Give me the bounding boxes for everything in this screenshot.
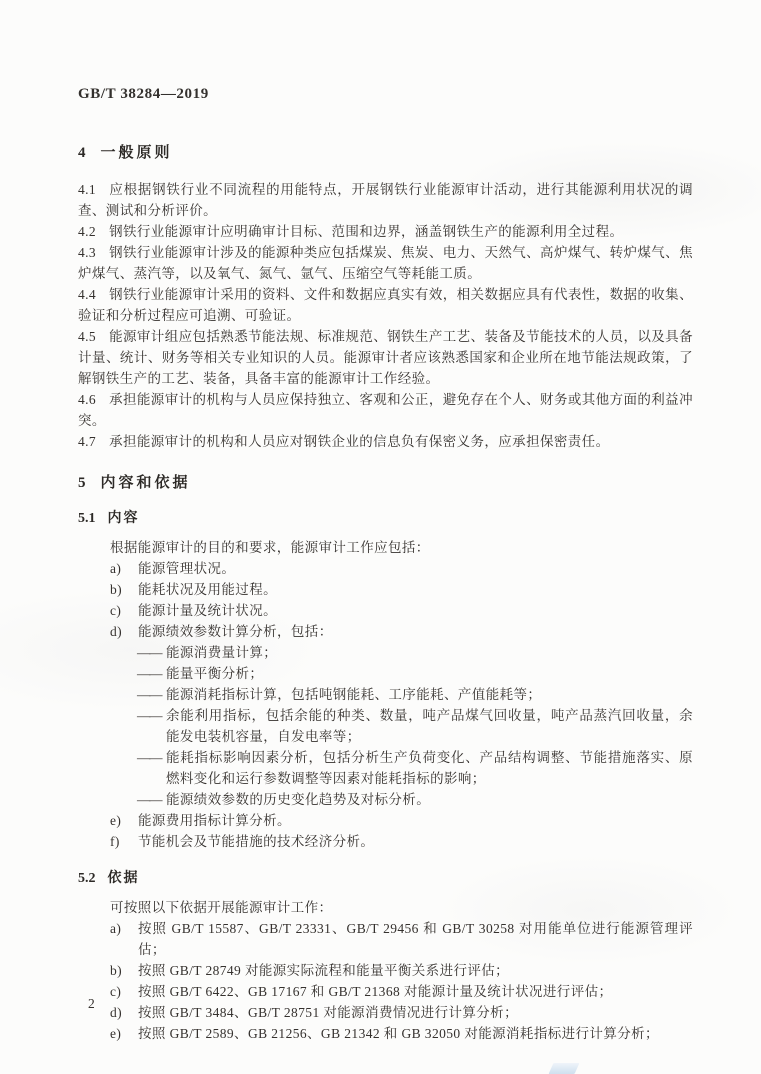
subsection-5-2-intro: 可按照以下依据开展能源审计工作： bbox=[110, 900, 333, 915]
clause-4-2 bbox=[78, 221, 693, 242]
sub-list-item-1 bbox=[137, 642, 693, 663]
sub-list-item-2-text: 能量平衡分析； bbox=[166, 666, 264, 681]
dash-marker: —— bbox=[137, 666, 161, 681]
list-item-5-2-d-text: 按照 GB/T 3484、GB/T 28751 对能源消费情况进行计算分析； bbox=[138, 1005, 518, 1020]
dash-marker: —— bbox=[137, 792, 161, 807]
sub-list-item-5 bbox=[137, 747, 693, 789]
clause-4-6 bbox=[78, 389, 693, 431]
list-item-5-2-e-label: e) bbox=[110, 1026, 122, 1041]
clause-4-7-number: 4.7 bbox=[78, 434, 97, 449]
list-item-5-1-f-label: f) bbox=[110, 834, 120, 849]
list-item-5-1-b-text: 能耗状况及用能过程。 bbox=[138, 582, 277, 597]
list-item-5-1-a-text: 能源管理状况。 bbox=[138, 561, 236, 576]
list-item-5-2-c-text: 按照 GB/T 6422、GB 17167 和 GB/T 21368 对能源计量及统计状况进行评估； bbox=[138, 984, 613, 999]
clause-4-3-text: 钢铁行业能源审计涉及的能源种类应包括煤炭、焦炭、电力、天然气、高炉煤气、转炉煤气、焦炉煤气、蒸汽等，以及氧气、氮气、氩气、压缩空气等耗能工质。 bbox=[78, 245, 693, 281]
list-item-5-1-c-label: c) bbox=[110, 603, 122, 618]
subsection-5-1-list bbox=[110, 558, 693, 852]
list-item-5-1-b-label: b) bbox=[110, 582, 123, 597]
list-item-5-1-d-label: d) bbox=[110, 624, 123, 639]
subsection-5-1-number: 5.1 bbox=[78, 511, 96, 526]
page-number: 2 bbox=[88, 996, 95, 1011]
list-item-5-2-d bbox=[110, 1002, 693, 1023]
dash-marker: —— bbox=[137, 645, 161, 660]
clause-4-4-number: 4.4 bbox=[78, 287, 97, 302]
list-item-5-1-b bbox=[110, 579, 693, 600]
sub-list-item-1-text: 能源消费量计算； bbox=[166, 645, 278, 660]
clause-4-5-text: 能源审计组应包括熟悉节能法规、标准规范、钢铁生产工艺、装备及节能技术的人员，以及具备计量、统计、财务等相关专业知识的人员。能源审计者应该熟悉国家和企业所在地节能法规政策，了解钢铁生产的工艺、装备，具备丰富的能源审计工作经验。 bbox=[78, 329, 693, 386]
sub-list-item-3 bbox=[137, 684, 693, 705]
list-item-5-2-e bbox=[110, 1023, 693, 1044]
clause-4-5 bbox=[78, 326, 693, 389]
clause-4-6-text: 承担能源审计的机构与人员应保持独立、客观和公正，避免存在个人、财务或其他方面的利益冲突。 bbox=[78, 392, 693, 428]
subsection-5-2-list bbox=[110, 918, 693, 1044]
sub-list-item-4-text: 余能利用指标，包括余能的种类、数量，吨产品煤气回收量，吨产品蒸汽回收量，余能发电装机容量，自发电率等； bbox=[166, 708, 693, 744]
dash-marker: —— bbox=[137, 687, 161, 702]
subsection-5-1-intro: 根据能源审计的目的和要求，能源审计工作应包括： bbox=[110, 540, 430, 555]
section-4-heading bbox=[78, 141, 693, 162]
list-item-5-1-d-text: 能源绩效参数计算分析，包括： bbox=[138, 624, 333, 639]
running-header-standard-number: GB/T 38284—2019 bbox=[78, 86, 209, 102]
sub-list-item-4 bbox=[137, 705, 693, 747]
clause-4-1 bbox=[78, 179, 693, 221]
clause-4-6-number: 4.6 bbox=[78, 392, 97, 407]
section-4-clauses bbox=[78, 179, 693, 452]
sub-list-item-5-text: 能耗指标影响因素分析，包括分析生产负荷变化、产品结构调整、节能措施落实、原燃料变化和运行参数调整等因素对能耗指标的影响； bbox=[166, 750, 693, 786]
section-4-number: 4 bbox=[78, 145, 86, 161]
clause-4-1-number: 4.1 bbox=[78, 182, 97, 197]
section-5-title: 内容和依据 bbox=[100, 475, 191, 491]
subsection-5-2-number: 5.2 bbox=[78, 871, 96, 886]
list-item-5-2-b-text: 按照 GB/T 28749 对能源实际流程和能量平衡关系进行评估； bbox=[138, 963, 510, 978]
list-item-5-2-a-label: a) bbox=[110, 921, 122, 936]
clause-4-5-number: 4.5 bbox=[78, 329, 97, 344]
list-item-5-2-c bbox=[110, 981, 693, 1002]
list-item-5-1-f-text: 节能机会及节能措施的技术经济分析。 bbox=[138, 834, 375, 849]
clause-4-1-text: 应根据钢铁行业不同流程的用能特点，开展钢铁行业能源审计活动，进行其能源利用状况的调查、测试和分析评价。 bbox=[78, 182, 693, 218]
clause-4-2-text: 钢铁行业能源审计应明确审计目标、范围和边界，涵盖钢铁生产的能源利用全过程。 bbox=[109, 224, 624, 239]
clause-4-3 bbox=[78, 242, 693, 284]
subsection-5-2-title: 依据 bbox=[107, 871, 140, 886]
list-item-5-1-a-label: a) bbox=[110, 561, 122, 576]
list-item-5-1-e-label: e) bbox=[110, 813, 122, 828]
sub-list-item-6-text: 能源绩效参数的历史变化趋势及对标分析。 bbox=[166, 792, 431, 807]
subsection-5-1-heading bbox=[78, 507, 693, 527]
clause-4-4 bbox=[78, 284, 693, 326]
list-item-5-1-e-text: 能源费用指标计算分析。 bbox=[138, 813, 291, 828]
list-item-5-1-c-text: 能源计量及统计状况。 bbox=[138, 603, 277, 618]
list-item-5-2-a bbox=[110, 918, 693, 960]
list-item-5-2-a-text: 按照 GB/T 15587、GB/T 23331、GB/T 29456 和 GB/T 30258 对用能单位进行能源管理评估； bbox=[138, 921, 693, 957]
list-item-5-2-d-label: d) bbox=[110, 1005, 123, 1020]
list-item-5-2-e-text: 按照 GB/T 2589、GB 21256、GB 21342 和 GB 32050 对能源消耗指标进行计算分析； bbox=[138, 1026, 659, 1041]
sub-list-item-6 bbox=[137, 789, 693, 810]
list-item-5-2-b bbox=[110, 960, 693, 981]
dash-marker: —— bbox=[137, 750, 161, 765]
list-item-5-1-e bbox=[110, 810, 693, 831]
subsection-5-2-heading bbox=[78, 867, 693, 887]
dash-marker: —— bbox=[137, 708, 161, 723]
clause-4-4-text: 钢铁行业能源审计采用的资料、文件和数据应真实有效，相关数据应具有代表性，数据的收集、验证和分析过程应可追溯、可验证。 bbox=[78, 287, 693, 323]
section-5-heading bbox=[78, 471, 693, 492]
sub-list-item-2 bbox=[137, 663, 693, 684]
list-item-5-2-c-label: c) bbox=[110, 984, 122, 999]
clause-4-2-number: 4.2 bbox=[78, 224, 97, 239]
list-item-5-1-a bbox=[110, 558, 693, 579]
clause-4-7-text: 承担能源审计的机构和人员应对钢铁企业的信息负有保密义务，应承担保密责任。 bbox=[109, 434, 610, 449]
subsection-5-1-title: 内容 bbox=[107, 511, 140, 526]
list-item-5-2-b-label: b) bbox=[110, 963, 123, 978]
scan-artifact-shape bbox=[549, 1063, 580, 1074]
list-item-5-1-f bbox=[110, 831, 693, 852]
clause-4-7 bbox=[78, 431, 693, 452]
clause-4-3-number: 4.3 bbox=[78, 245, 97, 260]
list-item-5-1-d bbox=[110, 621, 693, 642]
sub-list-item-3-text: 能源消耗指标计算，包括吨钢能耗、工序能耗、产值能耗等； bbox=[166, 687, 542, 702]
list-item-5-1-c bbox=[110, 600, 693, 621]
section-5-number: 5 bbox=[78, 475, 86, 491]
section-4-title: 一般原则 bbox=[100, 145, 173, 161]
